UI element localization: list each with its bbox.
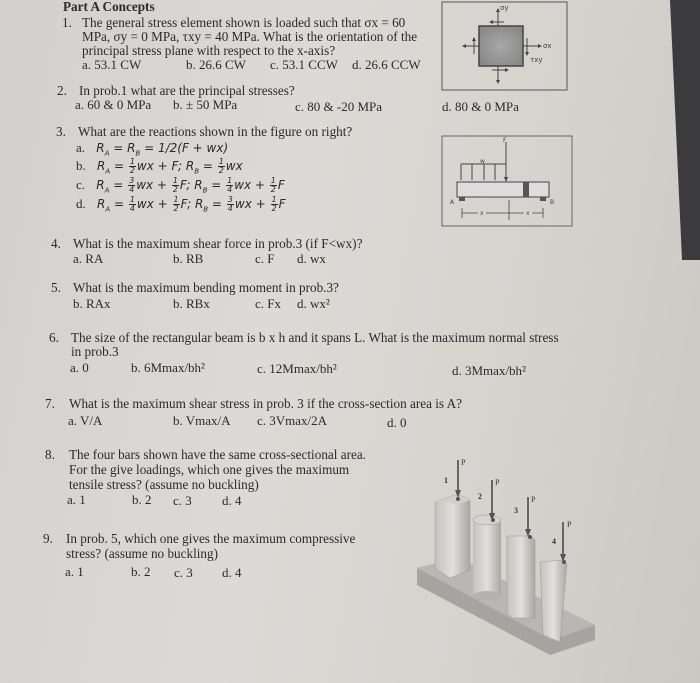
question-text-line: In prob. 5, which one gives the maximum compressive — [66, 531, 356, 546]
question-number: 5. — [51, 280, 61, 295]
option-a[interactable]: a. 53.1 CW — [82, 57, 142, 72]
beam-figure — [440, 134, 575, 228]
option-c[interactable]: c. 3 — [173, 493, 192, 508]
option-c[interactable]: c. 80 & -20 MPa — [295, 99, 383, 114]
svg-text:P: P — [531, 495, 536, 504]
svg-text:σy: σy — [500, 4, 509, 12]
question-number: 9. — [43, 531, 53, 546]
svg-text:1: 1 — [444, 476, 448, 485]
svg-text:4: 4 — [552, 537, 556, 546]
option-d[interactable]: d. 4 — [222, 565, 242, 580]
stress-element-figure — [440, 0, 580, 95]
option-a[interactable]: a. 1 — [65, 564, 84, 579]
option-c[interactable]: c. Fx — [255, 296, 281, 311]
question-number: 8. — [45, 447, 55, 462]
question-text-line: What is the maximum shear stress in prob. 3 if the cross-section area is A? — [69, 396, 462, 411]
option-c[interactable]: c. 3Vmax/2A — [257, 413, 328, 428]
svg-text:2: 2 — [478, 492, 482, 501]
option-a[interactable]: a. 0 — [70, 360, 89, 375]
option-d[interactable]: d. wx — [297, 251, 326, 266]
option-c[interactable]: c. 12Mmax/bh² — [257, 361, 337, 376]
option-d[interactable]: d. 0 — [387, 415, 407, 430]
option-d[interactable]: d. 26.6 CCW — [352, 57, 421, 72]
svg-text:P: P — [567, 520, 572, 529]
svg-text:τxy: τxy — [530, 56, 543, 64]
option-b[interactable]: b. 6Mmax/bh² — [131, 360, 205, 375]
option-b[interactable]: b. 26.6 CW — [186, 57, 246, 72]
svg-text:B: B — [550, 199, 555, 206]
question-number: 2. — [57, 83, 67, 98]
svg-text:P: P — [495, 478, 500, 487]
question-number: 3. — [56, 124, 66, 139]
question-number: 4. — [51, 236, 61, 251]
svg-text:σx: σx — [543, 42, 552, 50]
question-number: 7. — [45, 396, 55, 411]
svg-text:A: A — [450, 199, 455, 206]
question-text-line: The general stress element shown is loaded such that σx = 60 — [82, 15, 406, 30]
question-text-line: For the give loadings, which one gives the maximum — [69, 462, 350, 477]
option-b[interactable]: b. 2 — [132, 492, 152, 507]
question-text-line: stress? (assume no buckling) — [66, 546, 218, 561]
option-d[interactable]: d. 80 & 0 MPa — [442, 99, 519, 114]
question-number: 1. — [62, 15, 72, 30]
svg-text:w: w — [480, 158, 485, 165]
svg-text:x: x — [480, 210, 484, 217]
option-b[interactable]: b. Vmax/A — [173, 413, 231, 428]
option-b[interactable]: b. RBx — [173, 296, 210, 311]
option-letter: b. — [76, 158, 86, 173]
question-text-line: What is the maximum shear force in prob.3 (if F<wx)? — [73, 236, 363, 251]
question-text-line: The size of the rectangular beam is b x h and it spans L. What is the maximum normal stress — [71, 330, 559, 345]
option-a[interactable]: a. 60 & 0 MPa — [75, 97, 152, 112]
option-b[interactable]: b. RB — [173, 251, 204, 266]
svg-text:P: P — [461, 458, 466, 467]
option-c[interactable]: c. F — [255, 251, 275, 266]
option-a[interactable]: a. $R_A = R_B = 1/2(F + wx)$ — [76, 140, 229, 158]
option-d[interactable]: d. 4 — [222, 493, 242, 508]
question-text-line: In prob.1 what are the principal stresses? — [79, 83, 295, 98]
question-text-line: MPa, σy = 0 MPa, τxy = 40 MPa. What is the orientation of the — [82, 29, 418, 44]
option-d[interactable]: d. 3Mmax/bh² — [452, 363, 526, 378]
question-text-line: What is the maximum bending moment in prob.3? — [73, 280, 339, 295]
bars-figure — [400, 440, 600, 660]
svg-text:3: 3 — [514, 506, 518, 515]
option-a[interactable]: a. RA — [73, 251, 104, 266]
option-c[interactable]: c. 3 — [174, 565, 193, 580]
desk-background — [670, 0, 700, 260]
option-c[interactable]: c. $R_A$ = $\frac{3}{4}$ wx + $\frac{1}{2}$ F; $R_B$ = $\frac{1}{4}$ wx + $\frac{1}{2}$ F — [76, 176, 285, 195]
question-text-line: tensile stress? (assume no buckling) — [69, 477, 259, 492]
svg-text:x: x — [526, 210, 530, 217]
question-text-line: The four bars shown have the same cross-sectional area. — [69, 447, 366, 462]
option-b[interactable]: b. 2 — [131, 564, 151, 579]
option-b[interactable]: b. $R_A$ = $\frac{1}{2}$ wx + F; $R_B$ = $\frac{1}{2}$ wx — [76, 157, 243, 176]
option-c[interactable]: c. 53.1 CCW — [270, 57, 338, 72]
option-d[interactable]: d. $R_A$ = $\frac{1}{4}$ wx + $\frac{1}{2}$ F; $R_B$ = $\frac{3}{4}$ wx + $\frac{1}{2}$ F — [76, 195, 286, 214]
option-a[interactable]: b. RAx — [73, 296, 111, 311]
option-letter: c. — [76, 177, 86, 192]
question-text-line: in prob.3 — [71, 344, 119, 359]
option-letter: a. — [76, 140, 86, 155]
option-letter: d. — [76, 196, 86, 211]
question-text-line: What are the reactions shown in the figure on right? — [78, 124, 353, 139]
option-a[interactable]: a. 1 — [67, 492, 86, 507]
question-text-line: principal stress plane with respect to the x-axis? — [82, 43, 336, 58]
option-d[interactable]: d. wx² — [297, 296, 330, 311]
option-b[interactable]: b. ± 50 MPa — [173, 97, 238, 112]
svg-text:F: F — [503, 137, 507, 144]
option-a[interactable]: a. V/A — [68, 413, 103, 428]
section-title: Part A Concepts — [63, 0, 155, 14]
question-number: 6. — [49, 330, 59, 345]
